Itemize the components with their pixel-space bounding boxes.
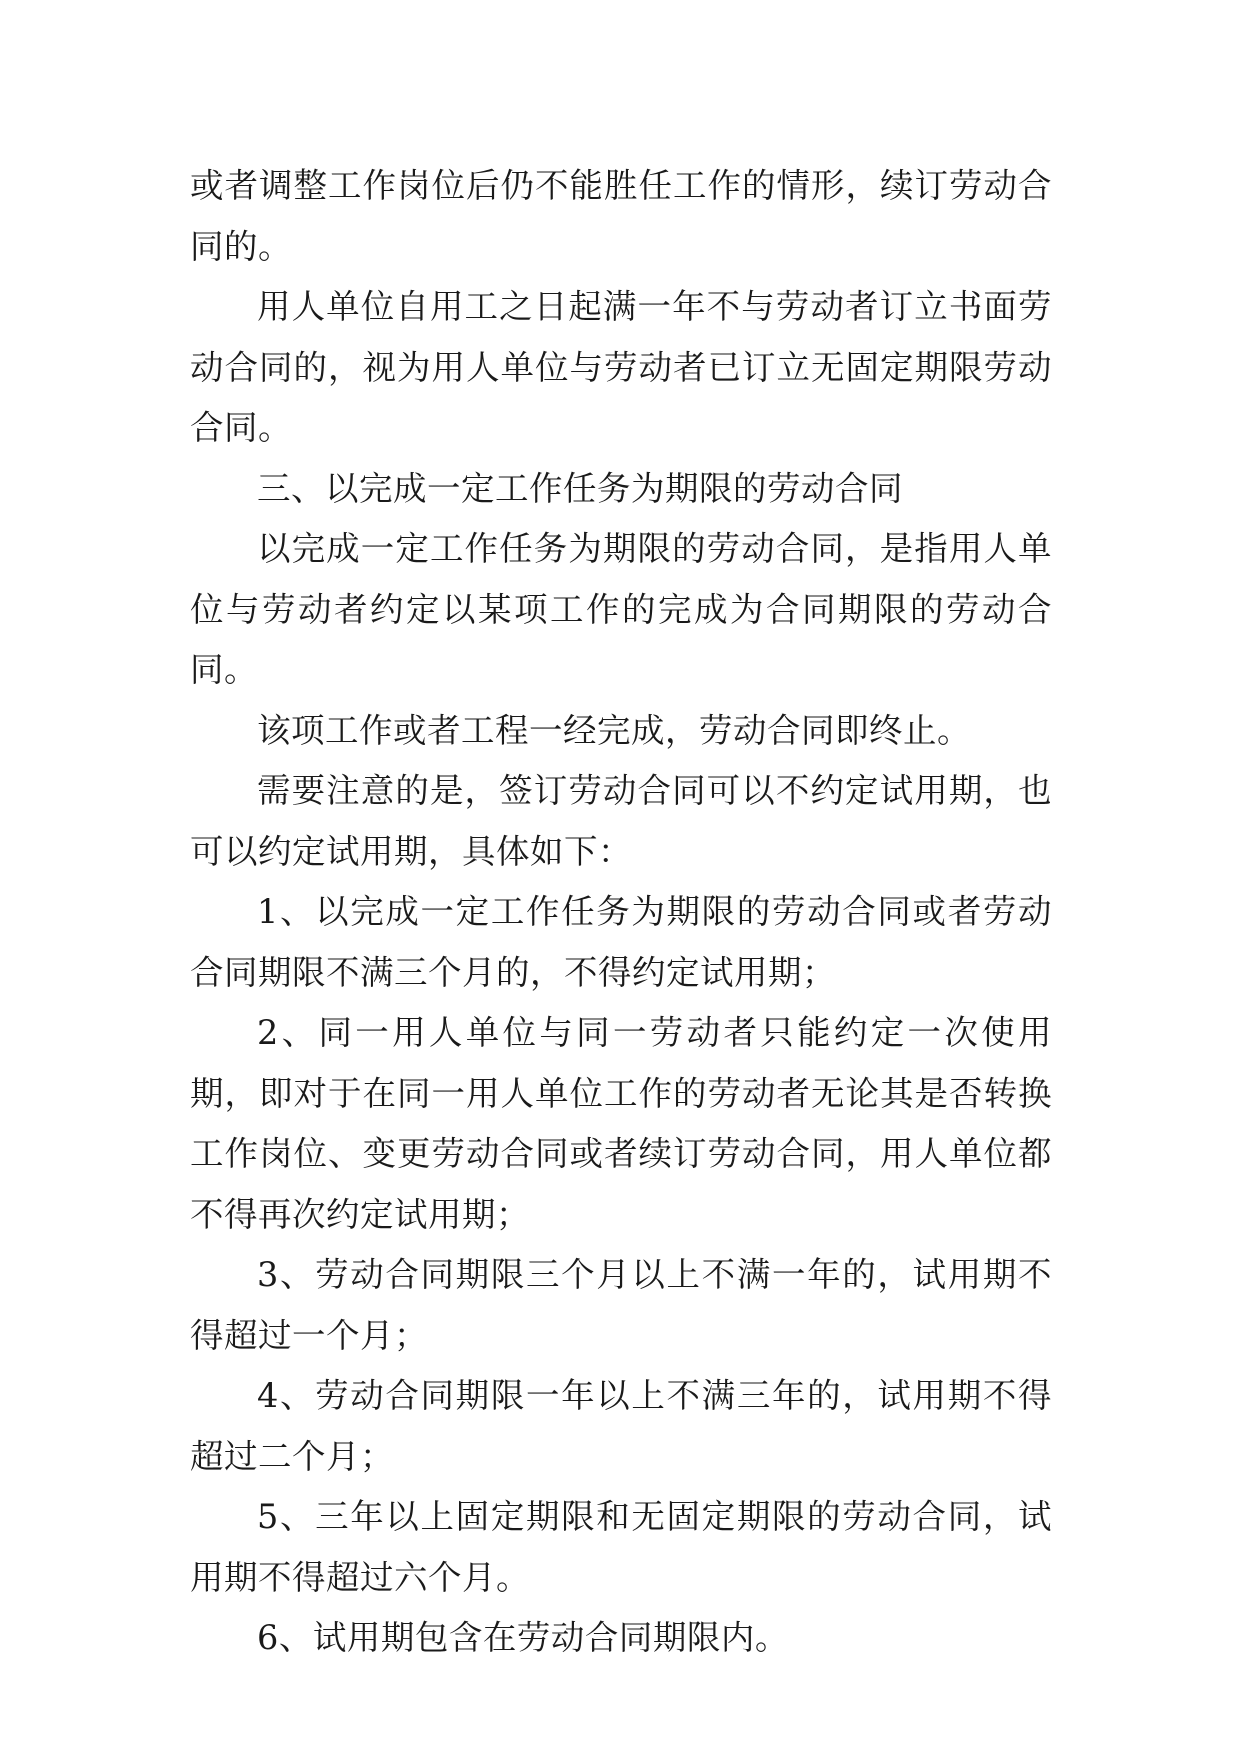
list-item-5: 5、三年以上固定期限和无固定期限的劳动合同，试用期不得超过六个月。: [190, 1497, 1052, 1597]
list-item-1: 1、以完成一定工作任务为期限的劳动合同或者劳动合同期限不满三个月的，不得约定试用期；: [190, 892, 1052, 992]
paragraph-4: 以完成一定工作任务为期限的劳动合同，是指用人单位与劳动者约定以某项工作的完成为合同期限的劳动合同。: [190, 529, 1052, 689]
paragraph-1: 或者调整工作岗位后仍不能胜任工作的情形，续订劳动合同的。: [190, 166, 1052, 266]
paragraph-2: 用人单位自用工之日起满一年不与劳动者订立书面劳动合同的，视为用人单位与劳动者已订立无固定期限劳动合同。: [190, 287, 1052, 447]
list-item-3: 3、劳动合同期限三个月以上不满一年的，试用期不得超过一个月；: [190, 1255, 1052, 1355]
section-heading-3: 三、以完成一定工作任务为期限的劳动合同: [257, 468, 903, 508]
list-item-6: 6、试用期包含在劳动合同期限内。: [257, 1618, 789, 1657]
paragraph-5: 该项工作或者工程一经完成，劳动合同即终止。: [257, 710, 971, 750]
document-body: [190, 156, 1052, 1669]
list-item-4: 4、劳动合同期限一年以上不满三年的，试用期不得超过二个月；: [190, 1376, 1052, 1476]
paragraph-6: 需要注意的是，签订劳动合同可以不约定试用期，也可以约定试用期，具体如下：: [190, 771, 1052, 871]
list-item-2: 2、同一用人单位与同一劳动者只能约定一次使用期，即对于在同一用人单位工作的劳动者无论其是否转换工作岗位、变更劳动合同或者续订劳动合同，用人单位都不得再次约定试用期；: [190, 1013, 1052, 1234]
